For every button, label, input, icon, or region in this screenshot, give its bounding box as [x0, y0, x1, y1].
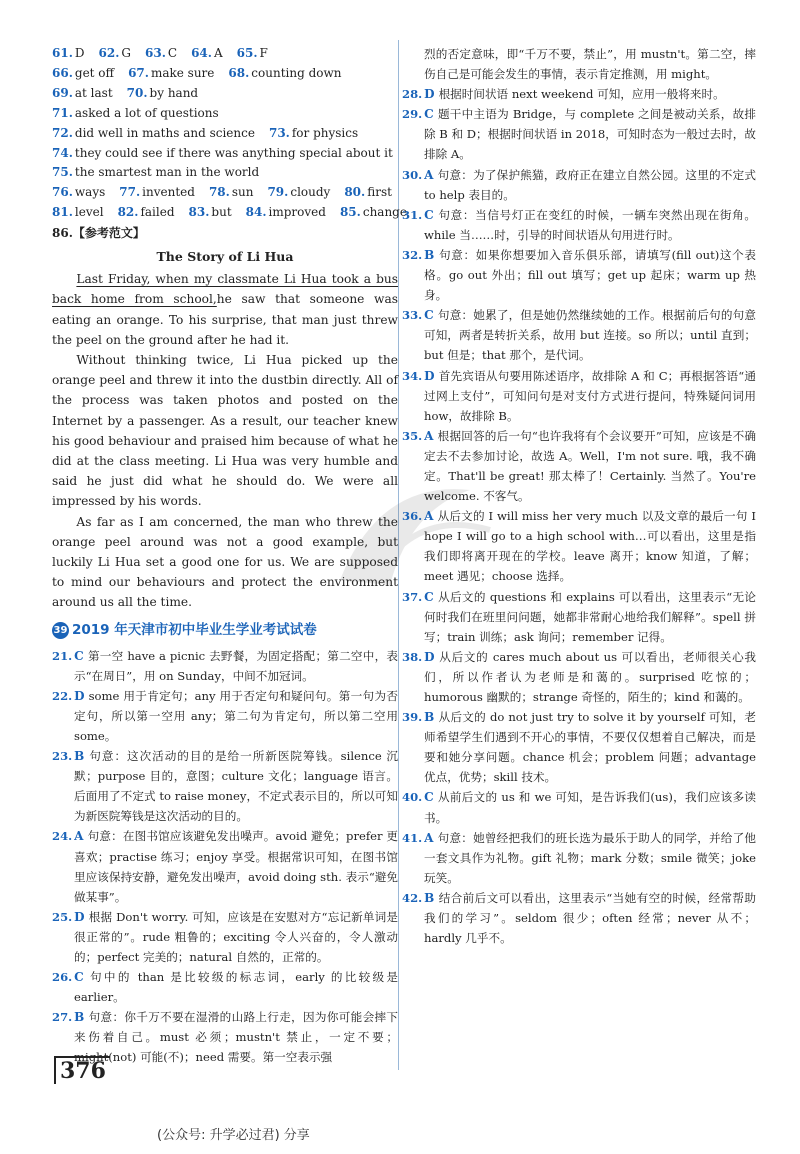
essay-paragraph-3: As far as I am concerned, the man who threw the orange peel around was not a good example, but luckily Li Hua set a good one for us. We are supposed to mind our behaviours and protect the environment around us all the time. — [52, 514, 398, 610]
left-column — [52, 44, 407, 1068]
answer-text: failed — [140, 205, 175, 220]
question-number: 24. — [52, 829, 73, 844]
explanation-text: 句意：她曾经把我们的班长选为最乐于助人的同学，并给了他一套文具作为礼物。gift 礼物；mark 分数；smile 微笑；joke 玩笑。 — [424, 830, 756, 885]
explanation-item — [402, 828, 756, 888]
answer-letter: D — [424, 649, 435, 664]
left-explanation-list — [52, 646, 398, 1068]
answer-letter: B — [424, 247, 435, 262]
explanation-text: 句意：当信号灯正在变红的时候，一辆车突然出现在街角。while 当……时，引导的时间状语从句用进行时。 — [424, 207, 756, 242]
explanation-item — [402, 305, 756, 365]
question-number: 63. — [145, 46, 166, 60]
answer-text: did well in maths and science — [74, 125, 255, 140]
answer-letter: C — [74, 970, 84, 985]
explanation-text: 从后文的 cares much about us 可以看出，老师很关心我们，所以作者认为老师是和蔼的。surprised 吃惊的；humorous 幽默的；strange 奇怪的，陌生的；kind 和蔼的。 — [424, 649, 756, 704]
explanation-item — [402, 426, 756, 506]
explanation-item — [402, 205, 756, 245]
question-number: 72. — [52, 125, 73, 140]
exam-number-badge: 39 — [52, 622, 69, 639]
question-number: 33. — [402, 308, 423, 323]
question-number: 67. — [128, 65, 149, 80]
explanation-text: 句意：如果你想要加入音乐俱乐部，请填写(fill out)这个表格。go out 外出；fill out 填写；get up 起床；warm up 热身。 — [424, 247, 756, 303]
question-number: 69. — [52, 85, 73, 100]
answer-text: F — [259, 46, 268, 60]
answer-text: asked a lot of questions — [74, 105, 219, 120]
answer-letter: B — [424, 710, 435, 725]
answer-letter: D — [424, 87, 435, 102]
explanation-item — [52, 746, 398, 826]
explanation-text: some 用于肯定句；any 用于否定句和疑问句。第一句为否定句，所以第一空用 any；第二句为肯定句，所以第二空用 some。 — [74, 688, 398, 743]
explanation-text: 首先宾语从句要用陈述语序，故排除 A 和 C；再根据答语“通过网上支付”，可知问句是对支付方式进行提问，特殊疑问词用 how，故排除 B。 — [424, 368, 756, 423]
answer-text: make sure — [150, 65, 215, 80]
explanation-item — [402, 647, 756, 707]
answer-letter: D — [74, 688, 85, 703]
explanation-text: 结合前后文可以看出，这里表示“当她有空的时候，经常帮助我们的学习”。seldom 很少；often 经常；never 从不；hardly 几乎不。 — [424, 890, 756, 946]
question-number: 80. — [344, 185, 366, 200]
question-number: 64. — [191, 46, 212, 60]
question-number: 65. — [236, 46, 258, 60]
right-explanation-list — [402, 84, 756, 948]
question-number: 85. — [339, 205, 361, 220]
question-number: 29. — [402, 107, 423, 122]
question-number: 36. — [402, 509, 423, 524]
explanation-text: 句意：这次活动的目的是给一所新医院筹钱。silence 沉默；purpose 目的，意图；culture 文化；language 语言。后面用了不定式 to raise money，不定式表示目的，所以可知为新医院筹钱是这次活动的目的。 — [74, 749, 398, 824]
answer-text: A — [213, 46, 223, 60]
question-number: 83. — [188, 205, 210, 220]
explanation-text: 根据 Don't worry. 可知，应该是在安慰对方“忘记新单词是很正常的”。rude 粗鲁的；exciting 令人兴奋的，令人激动的；perfect 完美的；natural 自然的，正常的。 — [74, 909, 398, 965]
question-number: 27. — [52, 1010, 73, 1025]
question-number: 23. — [52, 749, 73, 764]
answer-text: change — [362, 205, 407, 220]
question-number: 66. — [52, 65, 73, 80]
explanation-item — [402, 366, 756, 426]
essay-text: he saw that someone was eating an orange. To his surprise, that man just threw the peel on the ground after he had it. — [52, 292, 398, 347]
question-number: 62. — [98, 46, 120, 60]
essay-underlined-text: Last Friday, when my classmate Li Hua took a bus back home from school, — [52, 272, 398, 307]
answer-letter: C — [424, 790, 434, 805]
question-number: 81. — [52, 205, 73, 220]
explanation-text: 从后文的 I will miss her very much 以及文章的最后一句 I hope I will go to a high school with…可以看出，这里是指我们即将离开现在的学校。leave 离开；know 知道，了解；meet 遇见；choose 选择。 — [424, 509, 756, 584]
answer-letter: C — [424, 207, 434, 222]
answer-text: get off — [74, 65, 115, 80]
question-number: 61. — [52, 46, 73, 60]
answer-text: D — [74, 46, 85, 60]
question-number: 25. — [52, 909, 73, 924]
explanation-text: 从后文的 do not just try to solve it by yourself 可知，老师希望学生们遇到不开心的事情，不要仅仅想着自己解决，而是要和她分享问题。chance 机会；problem 问题；advantage 优点，优势；skill 技术。 — [424, 710, 756, 785]
answer-key-row — [52, 163, 398, 183]
answer-letter: C — [74, 648, 84, 663]
explanation-text: 句意：你千万不要在湿滑的山路上行走，因为你可能会摔下来伤着自己。must 必须；mustn't 禁止，一定不要；might(not) 可能(不)；need 需要。第一空表示强 — [74, 1010, 398, 1065]
question-number: 35. — [402, 428, 423, 443]
question-number: 34. — [402, 368, 423, 383]
question-number: 32. — [402, 247, 423, 262]
answer-text: the smartest man in the world — [74, 165, 260, 180]
question-number: 68. — [228, 65, 250, 80]
explanation-text: 根据时间状语 next weekend 可知，应用一般将来时。 — [438, 87, 725, 102]
answer-letter: A — [424, 167, 434, 182]
answer-letter: C — [424, 107, 434, 122]
answer-letter: C — [424, 308, 434, 323]
explanation-text: 句意：为了保护熊猫，政府正在建立自然公园。这里的不定式 to help 表目的。 — [424, 167, 756, 202]
explanation-item — [402, 165, 756, 205]
answer-text: but — [211, 205, 232, 220]
question-number: 28. — [402, 87, 423, 102]
right-column — [402, 44, 756, 948]
answer-text: first — [367, 185, 392, 200]
answer-key-row — [52, 44, 398, 64]
answer-key-row — [52, 104, 398, 124]
answer-text: level — [74, 205, 104, 220]
question-number: 77. — [119, 185, 141, 200]
answer-key-row — [52, 64, 398, 84]
question-number: 21. — [52, 648, 73, 663]
explanation-text: 第一空 have a picnic 去野餐，为固定搭配；第二空中，表示“在周日”，用 on Sunday，中间不加冠词。 — [74, 648, 398, 683]
question-number: 41. — [402, 830, 423, 845]
question-number: 22. — [52, 688, 73, 703]
answer-text: sun — [231, 185, 254, 200]
answer-text: G — [121, 46, 131, 60]
question-number: 78. — [208, 185, 230, 200]
question-number: 26. — [52, 970, 73, 985]
answer-text: invented — [142, 185, 195, 200]
explanation-text: 题干中主语为 Bridge，与 complete 之间是被动关系，故排除 B 和 D；根据时间状语 in 2018，可知时态为一般过去时，故排除 A。 — [424, 107, 756, 162]
explanation-item — [402, 787, 756, 827]
exam-section-title — [52, 616, 398, 644]
question-number: 84. — [245, 205, 267, 220]
question-number: 38. — [402, 649, 423, 664]
explanation-text: 根据回答的后一句“也许我将有个会议要开”可知，应该是不确定去不去参加讨论，故选 A。Well，I'm not sure. 哦，我不确定。That'll be great! 那太棒了！Certainly. 当然了。You're welcome. 不客气。 — [424, 428, 756, 504]
explanation-item — [52, 826, 398, 906]
answer-letter: B — [74, 1010, 85, 1025]
answer-letter: B — [74, 749, 85, 764]
answer-text: C — [167, 46, 178, 60]
explanation-text: 句意：她累了，但是她仍然继续她的工作。根据前后句的句意可知，两者是转折关系，故用 but 连接。so 所以；until 直到；but 但是；that 那个，是代词。 — [424, 308, 756, 363]
answer-text: counting down — [251, 65, 342, 80]
explanation-item — [402, 587, 756, 647]
answer-key-row — [52, 183, 398, 203]
answer-key-list — [52, 44, 407, 223]
explanation-item — [402, 506, 756, 586]
answer-text: improved — [268, 205, 326, 220]
question-number: 71. — [52, 105, 73, 120]
question-number: 73. — [268, 125, 290, 140]
question-number: 75. — [52, 165, 73, 180]
answer-letter: A — [424, 428, 434, 443]
explanation-item — [52, 907, 398, 967]
answer-letter: A — [424, 509, 434, 524]
essay-paragraph-1 — [52, 269, 398, 350]
answer-key-row — [52, 84, 398, 104]
question-number: 31. — [402, 207, 423, 222]
question-number: 70. — [126, 85, 148, 100]
answer-text: cloudy — [290, 185, 331, 200]
answer-key-row — [52, 124, 398, 144]
explanation-item — [402, 104, 756, 164]
answer-letter: C — [424, 589, 434, 604]
footer-credit: (公众号: 升学必过君) 分享 — [157, 1128, 310, 1143]
answer-text: they could see if there was anything special about it — [74, 145, 393, 160]
explanation-item — [402, 707, 756, 787]
explanation-item — [402, 245, 756, 305]
question-number: 76. — [52, 185, 73, 200]
explanation-text: 句意：在图书馆应该避免发出噪声。avoid 避免；prefer 更喜欢；practise 练习；enjoy 享受。根据常识可知，在图书馆里应该保持安静，避免发出噪声，avoid doing sth. 表示“避免做某事”。 — [74, 829, 398, 904]
explanation-text: 句中的 than 是比较级的标志词，early 的比较级是 earlier。 — [74, 970, 398, 1005]
answer-text: by hand — [149, 85, 199, 100]
answer-key-row — [52, 203, 407, 223]
continued-explanation: 烈的否定意味，即“千万不要，禁止”，用 mustn't。第二空，摔伤自己是可能会发生的事情，表示肯定推测，用 might。 — [424, 47, 756, 82]
question-number: 79. — [267, 185, 289, 200]
explanation-item — [52, 967, 398, 1007]
answer-letter: D — [424, 368, 435, 383]
answer-letter: A — [74, 829, 84, 844]
answer-letter: D — [74, 909, 85, 924]
question-number: 39. — [402, 710, 423, 725]
explanation-item — [402, 84, 756, 104]
question-number: 82. — [117, 205, 139, 220]
essay-paragraph-2: Without thinking twice, Li Hua picked up the orange peel and threw it into the dustbin directly. All of the process was taken photos and posted on the Internet by a passenger. As a result, our teacher knew his good behaviour and praised him because of what he did at the class meeting. Li Hua was very humble and said he just did what he should do. We were all impressed by his words. — [52, 352, 398, 509]
question-number: 40. — [402, 790, 423, 805]
explanation-text: 从前后文的 us 和 we 可知，是告诉我们(us)，我们应该多读书。 — [424, 790, 756, 825]
essay-title: The Story of Li Hua — [156, 249, 294, 265]
page-number: 376 — [54, 1056, 110, 1084]
essay-label: 86.【参考范文】 — [52, 226, 145, 241]
answer-text: ways — [74, 185, 106, 200]
explanation-item — [52, 646, 398, 686]
answer-text: at last — [74, 85, 113, 100]
explanation-item — [402, 888, 756, 948]
exam-title-text: 2019 年天津市初中毕业生学业考试试卷 — [72, 621, 317, 638]
question-number: 74. — [52, 145, 73, 160]
question-number: 42. — [402, 890, 423, 905]
answer-key-row — [52, 144, 398, 164]
answer-letter: A — [424, 830, 434, 845]
answer-letter: B — [424, 890, 435, 905]
explanation-item — [52, 686, 398, 746]
explanation-text: 从后文的 questions 和 explains 可以看出，这里表示“无论何时我们在班里问问题，她都非常耐心地给我们解释”。spell 拼写；train 训练；ask 询问；remember 记得。 — [424, 589, 756, 644]
question-number: 30. — [402, 167, 423, 182]
answer-text: for physics — [291, 125, 359, 140]
question-number: 37. — [402, 589, 423, 604]
